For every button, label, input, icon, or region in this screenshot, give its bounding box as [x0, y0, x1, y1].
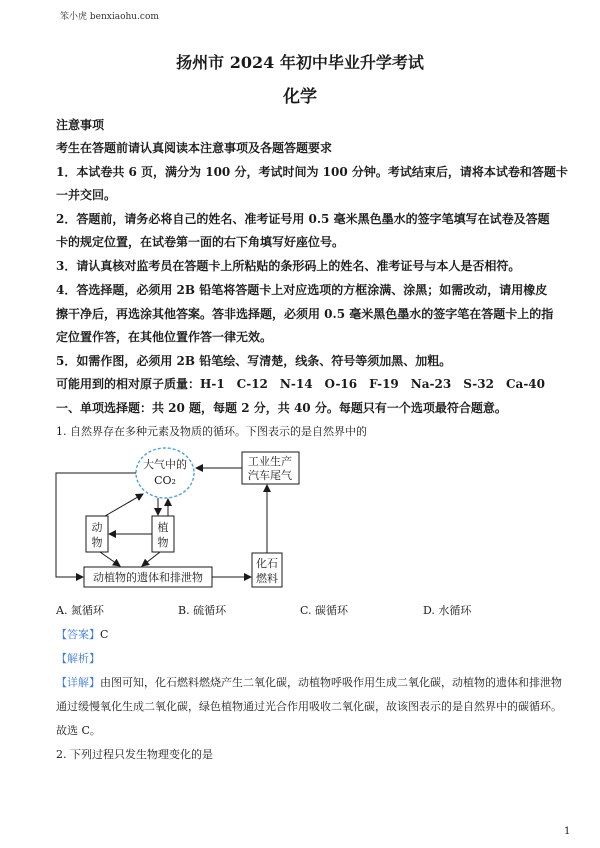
- industry-label-line2: 汽车尾气: [248, 469, 292, 482]
- notice-line: 2．答题前，请务必将自己的姓名、准考证号用 0.5 毫米黑色墨水的签字笔填写在试卷及答题: [56, 212, 550, 226]
- arrow-animal-to-remains: [100, 552, 120, 566]
- exam-title: 扬州市 2024 年初中毕业升学考试: [176, 53, 424, 72]
- answer-tag: 【答案】: [56, 628, 100, 641]
- notice-line: 4．答选择题，必须用 2B 铅笔将答题卡上对应选项的方框涂满、涂黑；如需改动，请用橡皮: [56, 283, 548, 297]
- plant-label-char1: 植: [157, 521, 169, 534]
- section-heading: 一、单项选择题：共 20 题，每题 2 分，共 40 分。每题只有一个选项最符合题意。: [56, 401, 507, 415]
- question-1-stem: 1. 自然界存在多种元素及物质的循环。下图表示的是自然界中的: [56, 425, 367, 438]
- option-b[interactable]: B. 硫循环: [178, 604, 227, 617]
- option-c[interactable]: C. 碳循环: [300, 604, 349, 617]
- notice-line: 3．请认真核对监考员在答题卡上所粘贴的条形码上的姓名、准考证号与本人是否相符。: [56, 259, 521, 273]
- fossil-label-line1: 化石: [256, 557, 278, 570]
- page-number: 1: [564, 826, 571, 837]
- notice-line: 一并交回。: [56, 188, 117, 202]
- notice-intro: 考生在答题前请认真阅读本注意事项及各题答题要求: [56, 141, 333, 155]
- detail-tag: 【详解】: [56, 676, 100, 689]
- atmosphere-circle: [136, 448, 194, 498]
- notice-line: 擦干净后，再选涂其他答案。答非选择题，必须用 0.5 毫米黑色墨水的签字笔在答题卡上的指: [56, 307, 554, 321]
- remains-label: 动植物的遗体和排泄物: [93, 571, 203, 584]
- answer-row: [56, 626, 108, 642]
- animal-label-char1: 动: [91, 521, 103, 534]
- option-d[interactable]: D. 水循环: [423, 604, 472, 617]
- notice-line: 5．如需作图，必须用 2B 铅笔绘、写清楚，线条、符号等须加黑、加粗。: [56, 354, 452, 368]
- atomic-masses: 可能用到的相对原子质量：H-1 C-12 N-14 O-16 F-19 Na-23 S-32 Ca-40: [56, 377, 545, 391]
- fossil-label-line2: 燃料: [256, 572, 278, 585]
- carbon-cycle-diagram: [50, 440, 330, 590]
- question-2-stem: 2. 下列过程只发生物理变化的是: [56, 748, 213, 761]
- watermark: 笨小虎 benxiaohu.com: [60, 12, 159, 22]
- plant-label-char2: 物: [157, 536, 169, 549]
- industry-label-line1: 工业生产: [248, 455, 292, 468]
- detail-line: 通过缓慢氧化生成二氧化碳，绿色植物通过光合作用吸收二氧化碳，故该图表示的是自然界中的碳循环。: [56, 700, 562, 713]
- notice-heading: 注意事项: [56, 118, 105, 132]
- arrow-plant-to-remains: [142, 552, 160, 566]
- detail-text: 由图可知，化石燃料燃烧产生二氧化碳，动植物呼吸作用生成二氧化碳，动植物的遗体和排泄物: [100, 676, 562, 689]
- option-a[interactable]: A. 氮循环: [56, 604, 104, 617]
- atmosphere-label-line1: 大气中的: [143, 458, 187, 471]
- detail-line: [56, 674, 562, 690]
- animal-label-char2: 物: [91, 536, 103, 549]
- arrow-animal-to-atmosphere: [105, 494, 143, 516]
- detail-line: 故选 C。: [56, 724, 101, 737]
- notice-line: 定位置作答，在其他位置作答一律无效。: [56, 330, 273, 344]
- answer-value: C: [100, 628, 109, 641]
- notice-line: 卡的规定位置，在试卷第一面的右下角填写好座位号。: [56, 235, 345, 249]
- analysis-tag: 【解析】: [56, 652, 100, 665]
- notice-line: 1．本试卷共 6 页，满分为 100 分，考试时间为 100 分钟。考试结束后，请将本试卷和答题卡: [56, 165, 568, 179]
- atmosphere-label-line2: CO₂: [154, 474, 176, 487]
- subject-title: 化学: [283, 87, 317, 107]
